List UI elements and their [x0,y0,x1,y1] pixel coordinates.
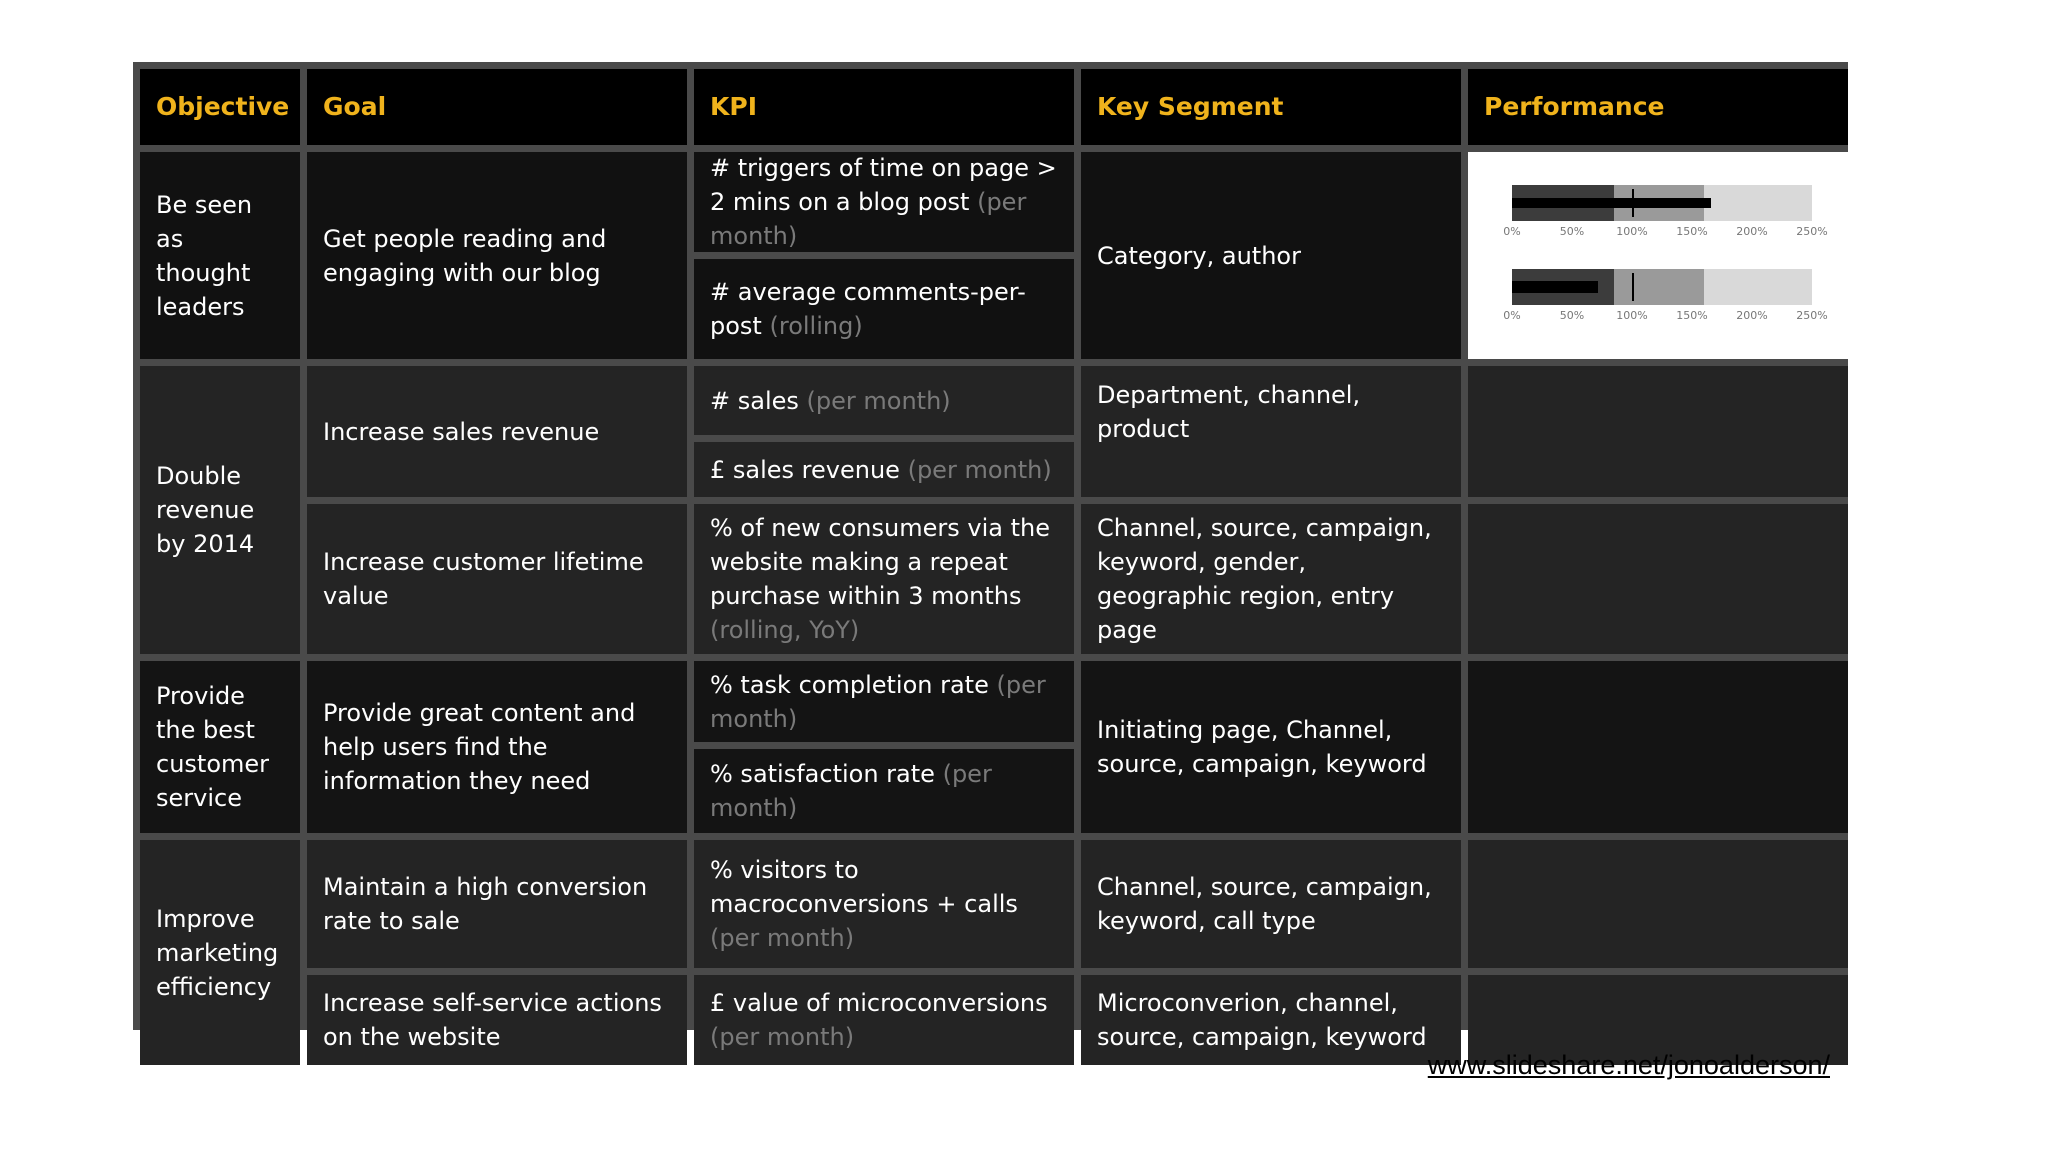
kpi-cell [694,840,1074,968]
segment-text: Category, author [1097,241,1301,270]
objective-text: Improve marketing efficiency [156,904,279,1001]
bullet-measure-bar [1512,198,1711,208]
segment-cell [1081,504,1461,654]
kpi-text: % task completion rate (per month) [710,670,1046,733]
kpi-cell [694,975,1074,1065]
performance-cell [1468,504,1848,654]
bullet-tick-label: 0% [1503,308,1521,322]
kpi-cell [694,366,1074,435]
bullet-axis [1494,309,1834,327]
bullet-tick-label: 200% [1736,308,1768,322]
kpi-text: # triggers of time on page > 2 mins on a blog post (per month) [710,154,1057,250]
kpi-cell [694,152,1074,252]
bullet-chart [1494,269,1828,327]
segment-cell [1081,366,1461,497]
objective-cell [140,366,300,654]
bullet-tick-label: 150% [1676,224,1708,238]
goal-text: Increase self-service actions on the website [323,989,662,1051]
bullet-tick-label: 100% [1616,224,1648,238]
performance-cell [1468,661,1848,833]
goal-cell [307,975,687,1065]
goal-cell [307,504,687,654]
bullet-charts [1494,185,1828,327]
objective-cell [140,152,300,359]
header-kpi-label: KPI [710,92,757,121]
header-goal-label: Goal [323,92,387,121]
goal-text: Provide great content and help users find the information they need [323,699,636,795]
goal-cell [307,840,687,968]
bullet-target-marker [1632,273,1634,301]
kpi-text: % of new consumers via the website making a repeat purchase within 3 months (rolling, YoY) [710,514,1050,644]
bullet-tick-label: 250% [1796,224,1828,238]
goal-cell [307,152,687,359]
objective-cell [140,840,300,1065]
kpi-cell [694,259,1074,359]
goal-text: Increase customer lifetime value [323,548,644,610]
kpi-text: £ value of microconversions (per month) [710,989,1048,1051]
segment-text: Microconverion, channel, source, campaign, keyword [1097,989,1427,1051]
objective-text: Provide the best customer service [156,682,270,812]
goal-text: Increase sales revenue [323,417,600,446]
bullet-tick-label: 0% [1503,224,1521,238]
bullet-tick-label: 50% [1559,308,1585,322]
bullet-tick-label: 200% [1736,224,1768,238]
header-segment [1081,69,1461,145]
segment-cell [1081,840,1461,968]
bullet-chart [1494,185,1828,243]
kpi-text: % visitors to macroconversions + calls (per month) [710,856,1018,952]
goal-text: Maintain a high conversion rate to sale [323,873,648,935]
kpi-text: # sales (per month) [710,386,951,415]
objective-text: Be seen as thought leaders [156,190,253,321]
source-link[interactable]: www.slideshare.net/jonoalderson/ [1427,1050,1830,1080]
header-objective-label: Objective [156,92,290,121]
performance-cell [1468,840,1848,968]
segment-text: Channel, source, campaign, keyword, call type [1097,873,1432,935]
kpi-text: % satisfaction rate (per month) [710,760,992,822]
kpi-cell [694,504,1074,654]
bullet-tick-label: 50% [1559,224,1585,238]
kpi-text: # average comments-per-post (rolling) [710,278,1026,340]
objective-cell [140,661,300,833]
segment-text: Channel, source, campaign, keyword, gender, geographic region, entry page [1097,514,1432,644]
header-objective [140,69,300,145]
bullet-tick-label: 250% [1796,308,1828,322]
header-goal [307,69,687,145]
header-performance-label: Performance [1484,92,1665,121]
goal-text: Get people reading and engaging with our blog [323,224,607,287]
performance-cell [1468,366,1848,497]
header-performance [1468,69,1848,145]
bullet-target-marker [1632,189,1634,217]
kpi-cell [694,442,1074,497]
kpi-table [133,62,1848,1051]
header-kpi [694,69,1074,145]
segment-cell [1081,152,1461,359]
kpi-cell [694,661,1074,742]
bullet-tick-label: 150% [1676,308,1708,322]
objective-text: Double revenue by 2014 [156,462,255,558]
kpi-text: £ sales revenue (per month) [710,455,1052,484]
header-segment-label: Key Segment [1097,92,1284,121]
segment-text: Department, channel, product [1097,381,1361,443]
goal-cell [307,661,687,833]
kpi-cell [694,749,1074,833]
segment-text: Initiating page, Channel, source, campaign, keyword [1097,716,1427,778]
bullet-tick-label: 100% [1616,308,1648,322]
performance-cell [1468,152,1848,359]
goal-cell [307,366,687,497]
bullet-measure-bar [1512,281,1598,293]
bullet-axis [1494,225,1834,243]
segment-cell [1081,661,1461,833]
